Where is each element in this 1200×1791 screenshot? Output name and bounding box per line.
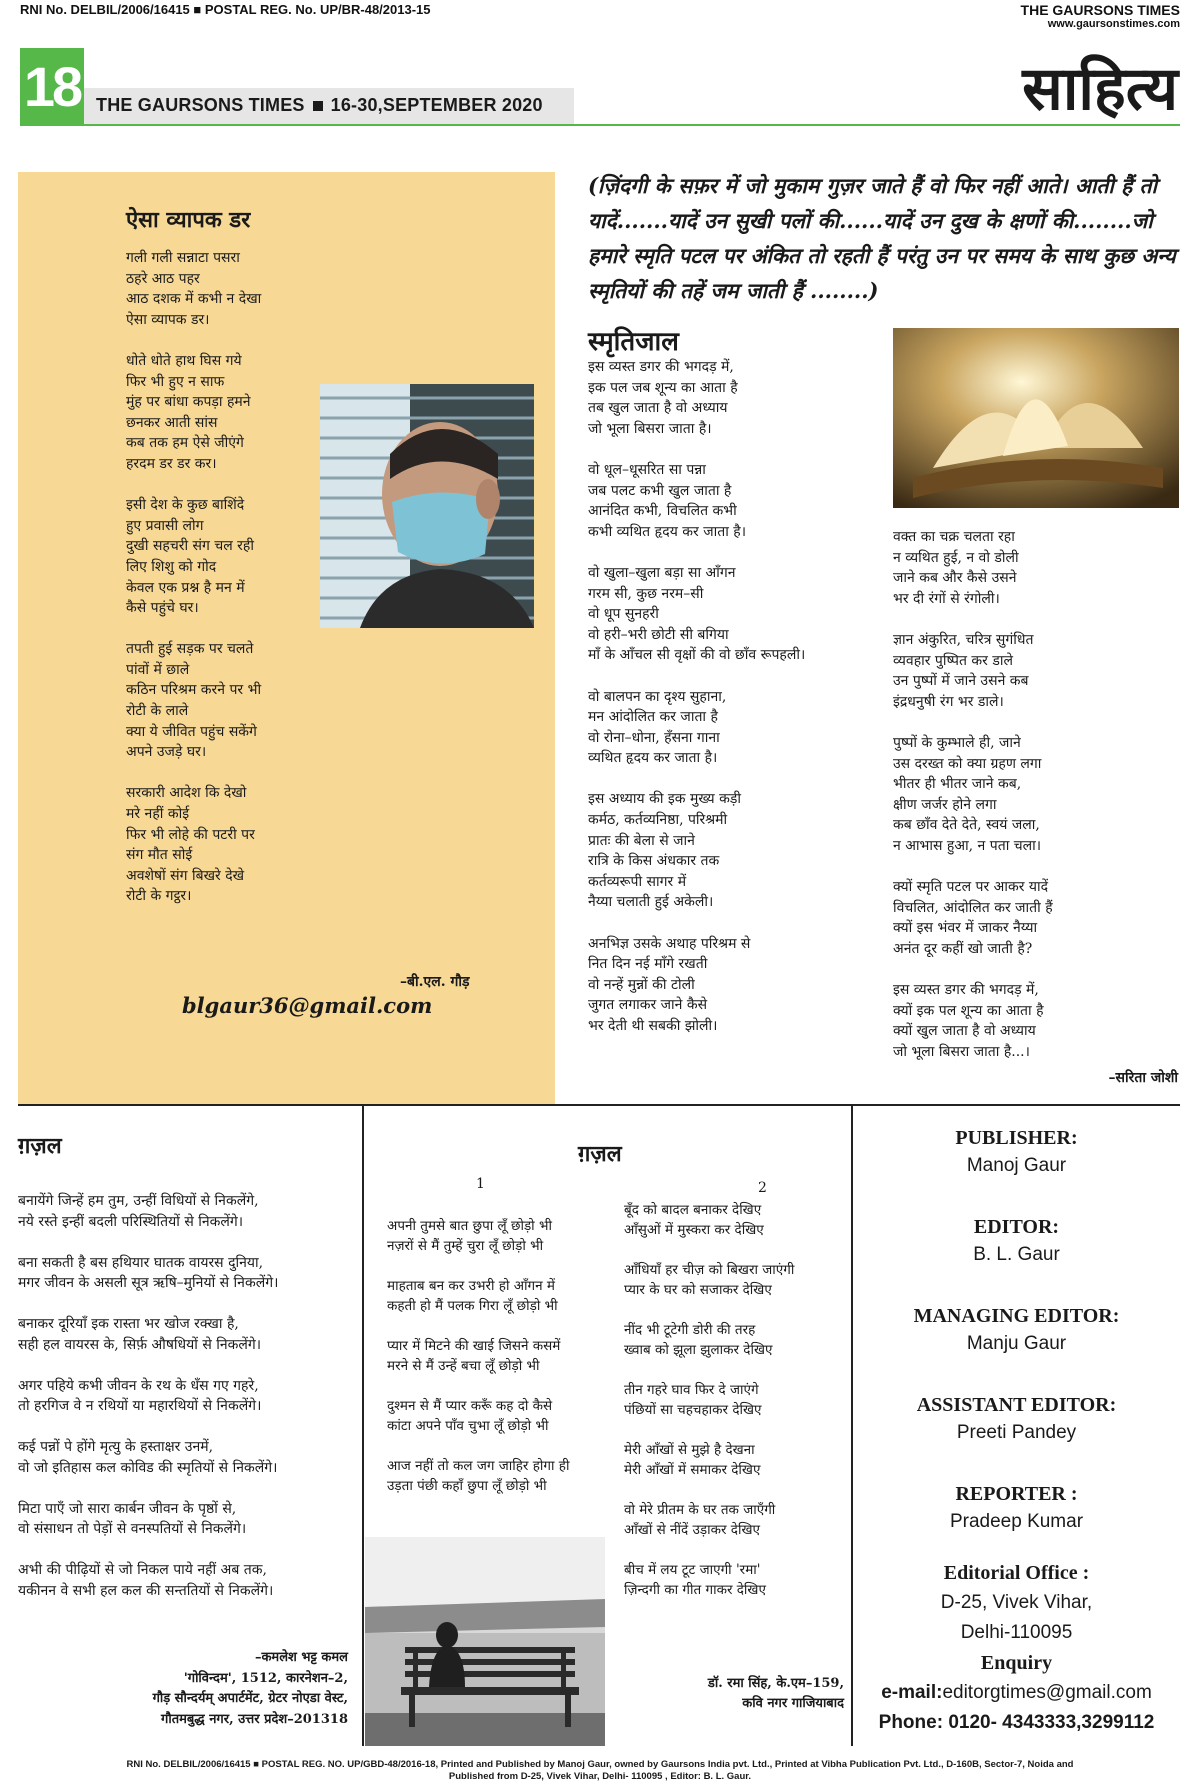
ghazal-author: डॉ. रमा सिंह, के.एम–159, कवि नगर गाजियाबाद [707,1676,844,1711]
imprint-footer [60,1759,1140,1783]
poem-author: –बी.एल. गौड़ [400,974,470,990]
contact-email[interactable] [853,1678,1180,1708]
publication-name-top: THE GAURSONS TIMES [1020,2,1180,18]
poem-text-left: इस व्यस्त डगर की भगदड़ में, इक पल जब शून्य का आता है तब खुल जाता है वो अध्याय जो भूला बिसरा जाता है। वो धूल–धूसरित सा पन्ना जब पलट कभी खुल जाता है आनंदित कभी, विचलित कभी कभी व्यथित हृदय कर जाता है। वो खुला–खुला बड़ा सा आँगन गरम सी, कुछ नरम–सी वो धूप सुनहरी वो हरी–भरी छोटी सी बगिया माँ के आँचल सी वृक्षों की वो छाँव रूपहली। वो बालपन का दृश्य सुहाना, मन आंदोलित कर जाता है वो रोना–धोना, हँसना गाना व्यथित हृदय कर जाता है। इस अध्याय की इक मुख्य कड़ी कर्मठ, कर्तव्यनिष्ठा, परिश्रमी प्रातः की बेला से जाने रात्रि के किस अंधकार तक कर्तव्यरूपी सागर में नैय्या चलाती हुई अकेली। अनभिज्ञ उसके अथाह परिश्रम से नित दिन नई माँगे रखती वो नन्हें मुन्नों की टोली जुगत लगाकर जाने कैसे भर देती थी सबकी झोली। [588,359,806,1034]
office-address-1: D-25, Vivek Vihar, [940,1592,1093,1613]
managing-editor-label: MANAGING EDITOR: [913,1305,1120,1327]
poem-text-right: वक्त का चक्र चलता रहा न व्यथित हुई, न वो डोली जाने कब और कैसे उसने भर दी रंगों से रंगोली। ज्ञान अंकुरित, चरित्र सुगंधित व्यवहार पुष्पित कर डाले उन पुष्पों में जाने उसने कब इंद्रधनुषी रंग भर डाले। पुष्पों के कुम्भाले ही, जाने उस दरख्त को क्या ग्रहण लगा भीतर ही भीतर जाने कब, क्षीण जर्जर होने लगा कब छाँव देते देते, स्वयं जला, न आभास हुआ, न पता चला। क्यों स्मृति पटल पर आकर यादें विचलित, आंदोलित कर जाती हैं क्यों इस भंवर में जाकर नैय्या अनंत दूर कहीं खो जाती है? इस व्यस्त डगर की भगदड़ में, क्यों इक पल शून्य का आता है क्यों खुल जाता है वो अध्याय जो भूला बिसरा जाता है...। [893,529,1053,1060]
header-rule [84,124,1180,126]
square-bullet-icon [313,101,323,111]
credits-box [853,1124,1180,1738]
ghazal-title: ग़ज़ल [578,1141,622,1167]
ghazal-number: 1 [476,1176,485,1192]
enquiry-label: Enquiry [980,1652,1053,1674]
poem-text: गली गली सन्नाटा पसरा ठहरे आठ पहर आठ दशक में कभी न देखा ऐसा व्यापक डर। धोते धोते हाथ घिस गये फिर भी हुए न साफ मुंह पर बांधा कपड़ा हमने छनकर आती सांस कब तक हम ऐसे जीएंगे हरदम डर डर कर। इसी देश के कुछ बाशिंदे हुए प्रवासी लोग दुखी सहचरी संग चल रही लिए शिशु को गोद केवल एक प्रश्न है मन में कैसे पहुंचे घर। तपती हुई सड़क पर चलते पांवों में छाले कठिन परिश्रम करने पर भी रोटी के लाले क्या ये जीवित पहुंच सकेंगे अपने उजड़े घर। सरकारी आदेश कि देखो मरे नहीं कोई फिर भी लोहे की पटरी पर संग मौत सोई अवशेषों संग बिखरे देखे रोटी के गट्ठर। [126,250,262,905]
reporter-name: Pradeep Kumar [949,1511,1084,1532]
masked-man-photo [320,384,534,628]
editor-name: B. L. Gaur [973,1244,1060,1265]
imprint-line-1: RNI No. DELBIL/2006/16415 ■ POSTAL REG. NO. UP/GBD-48/2016-18, Printed and Published by Manoj Gaur, owned by Gaursons India pvt. Ltd., Printed at Vibha Publication Pvt. Ltd., D-160B, Sector-7, Noida and [126,1759,1074,1770]
phone-value: 0120- 4343333,3299112 [948,1712,1155,1733]
poem-author: –सरिता जोशी [1108,1070,1178,1086]
page-number: 18 [20,48,84,126]
assistant-editor-label: ASSISTANT EDITOR: [916,1394,1117,1416]
column-divider [362,1106,364,1746]
office-label: Editorial Office : [943,1562,1090,1584]
ghazal-title: ग़ज़ल [18,1133,62,1159]
masthead-title: THE GAURSONS TIMES [96,95,305,115]
masthead [96,95,543,116]
managing-editor-name: Manju Gaur [966,1333,1067,1354]
ghazal-author: –कमलेश भट्ट कमल 'गोविन्दम', 1512, कारनेशन–2, गौड़ सौन्दर्यम् अपार्टमेंट, ग्रेटर नोएडा वेस्ट, गौतमबुद्ध नगर, उत्तर प्रदेश–201318 [152,1650,348,1727]
intro-text: (ज़िंदगी के सफ़र में जो मुकाम गुज़र जाते हैं वो फिर नहीं आते। आती हैं तो यादें.......यादें उन सुखी पलों की......यादें उन दुख के क्षणों की........जो हमारे स्मृति पटल पर अंकित तो रहती हैं परंतु उन पर समय के साथ कुछ अन्य स्मृतियों की तहें जम जाती हैं ........) [588,173,1176,303]
ghazal-text-1: अपनी तुमसे बात छुपा लूँ छोड़ो भी नज़रों से मैं तुम्हें चुरा लूँ छोड़ो भी माहताब बन कर उभरी हो आँगन में कहती हो मैं पलक गिरा लूँ छोड़ो भी प्यार में मिटने की खाई जिसने कसमें मरने से मैं उन्हें बचा लूँ छोड़ो भी दुश्मन से मैं प्यार करूँ कह दो कैसे कांटा अपने पाँव चुभा लूँ छोड़ो भी आज नहीं तो कल जग जाहिर होगा ही उड़ता पंछी कहाँ छुपा लूँ छोड़ो भी [387,1218,570,1494]
website-url[interactable]: www.gaursonstimes.com [1047,18,1180,30]
open-book-photo [893,328,1179,508]
contact-phone [853,1708,1180,1738]
publisher-label: PUBLISHER: [955,1127,1078,1149]
horizontal-divider [18,1104,1180,1106]
assistant-editor-name: Preeti Pandey [956,1422,1077,1443]
bench-photo [365,1537,605,1746]
issue-date: 16-30,SEPTEMBER 2020 [330,95,543,115]
editor-label: EDITOR: [973,1216,1060,1238]
office-address-2: Delhi-110095 [960,1622,1073,1643]
registration-line: RNI No. DELBIL/2006/16415 ■ POSTAL REG. No. UP/BR-48/2013-15 [20,2,431,17]
section-title: साहित्य [1022,54,1178,124]
publisher-name: Manoj Gaur [966,1155,1067,1176]
email-label: e-mail: [881,1682,943,1703]
ghazal-text: बनायेंगे जिन्हें हम तुम, उन्हीं विधियों से निकलेंगे, नये रस्ते इन्हीं बदली परिस्थितियों से निकलेंगे। बना सकती है बस हथियार घातक वायरस दुनिया, मगर जीवन के असली सूत्र ऋषि–मुनियों से निकलेंगे। बनाकर दूरियाँ इक रास्ता भर खोज रक्खा है, सही हल वायरस के, सिर्फ़ औषधियों से निकलेंगे। अगर पहिये कभी जीवन के रथ के धँस गए गहरे, तो हरगिज वे न रथियों या महारथियों से निकलेंगे। कई पन्नों पे होंगे मृत्यु के हस्ताक्षर उनमें, वो जो इतिहास कल कोविड की स्मृतियों से निकलेंगे। मिटा पाएँ जो सारा कार्बन जीवन के पृष्ठों से, वो संसाधन तो पेड़ों से वनस्पतियों से निकलेंगे। अभी की पीढ़ियों से जो निकल पाये नहीं अब तक, यकीनन वे सभी हल कल की सन्ततियों से निकलेंगे। [18,1193,279,1599]
reporter-label: REPORTER : [955,1483,1078,1505]
poem-title: ऐसा व्यापक डर [126,207,251,233]
author-email[interactable]: blgaur36@gmail.com [182,993,433,1018]
poem-title: स्मृतिजाल [588,327,679,357]
phone-label: Phone: [878,1712,944,1733]
email-value[interactable]: editorgtimes@gmail.com [942,1682,1152,1703]
ghazal-text-2: बूँद को बादल बनाकर देखिए आँसुओं में मुस्करा कर देखिए आँधियाँ हर चीज़ को बिखरा जाएंगी प्यार के घर को सजाकर देखिए नींद भी टूटेगी डोरी की तरह ख्वाब को झूला झुलाकर देखिए तीन गहरे घाव फिर दे जाएंगे पंछियों सा चहचहाकर देखिए मेरी आँखों से मुझे है देखना मेरी आँखों में समाकर देखिए वो मेरे प्रीतम के घर तक जाएँगी आँखों से नींदें उड़ाकर देखिए बीच में लय टूट जाएगी 'रमा' ज़िन्दगी का गीत गाकर देखिए [624,1202,795,1598]
imprint-line-2: Published from D-25, Vivek Vihar, Delhi- 110095 , Editor: B. L. Gaur. [448,1771,752,1782]
ghazal-number: 2 [758,1180,767,1196]
